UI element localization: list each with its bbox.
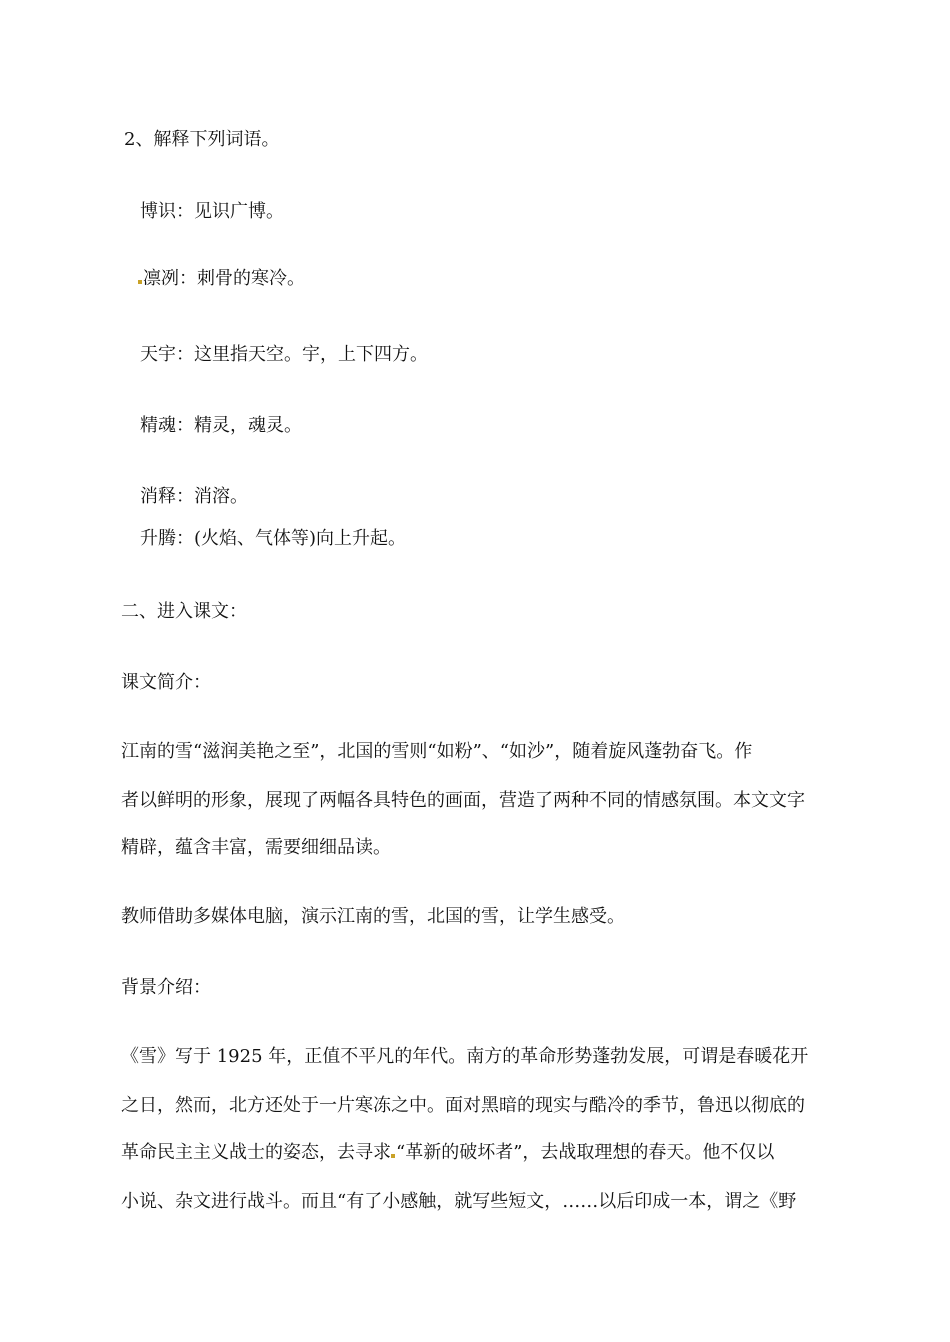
background-line-4: 小说、杂文进行战斗。而且“有了小感触，就写些短文，……以后印成一本，谓之《野 [121, 1191, 797, 1212]
background-label: 背景介绍： [121, 977, 211, 998]
part-two-heading: 二、进入课文： [121, 601, 247, 622]
edit-mark-icon [138, 280, 142, 284]
intro-line-1: 江南的雪“滋润美艳之至”，北国的雪则“如粉”、“如沙”，随着旋风蓬勃奋飞。作 [121, 741, 753, 762]
intro-line-3: 精辟，蕴含丰富，需要细细品读。 [121, 837, 391, 858]
intro-line-2: 者以鲜明的形象，展现了两幅各具特色的画面，营造了两种不同的情感氛围。本文文字 [121, 790, 805, 811]
background-line-2: 之日，然而，北方还处于一片寒冻之中。面对黑暗的现实与酷冷的季节，鲁迅以彻底的 [121, 1095, 805, 1116]
definition-shengteng: 升腾：(火焰、气体等)向上升起。 [140, 528, 407, 549]
definition-jinghun: 精魂：精灵，魂灵。 [140, 415, 302, 436]
section-2-title: 2、解释下列词语。 [124, 129, 280, 150]
background-line-3b: “革新的破坏者”，去战取理想的春天。他不仅以 [396, 1142, 775, 1163]
definition-tianyu: 天宇：这里指天空。宇，上下四方。 [140, 344, 428, 365]
intro-label: 课文简介： [121, 672, 211, 693]
edit-mark-icon [391, 1154, 395, 1158]
background-line-3-row [121, 1141, 774, 1165]
definition-xiaoshi: 消释：消溶。 [140, 486, 248, 507]
definition-boshi: 博识：见识广博。 [140, 201, 284, 222]
definition-linlie: 凛冽：刺骨的寒冷。 [143, 268, 305, 289]
definition-linlie-row [138, 267, 305, 291]
background-line-1: 《雪》写于 1925 年，正值不平凡的年代。南方的革命形势蓬勃发展，可谓是春暖花开 [121, 1046, 809, 1067]
teacher-note: 教师借助多媒体电脑，演示江南的雪，北国的雪，让学生感受。 [121, 906, 625, 927]
background-line-3a: 革命民主主义战士的姿态，去寻求 [121, 1142, 391, 1163]
